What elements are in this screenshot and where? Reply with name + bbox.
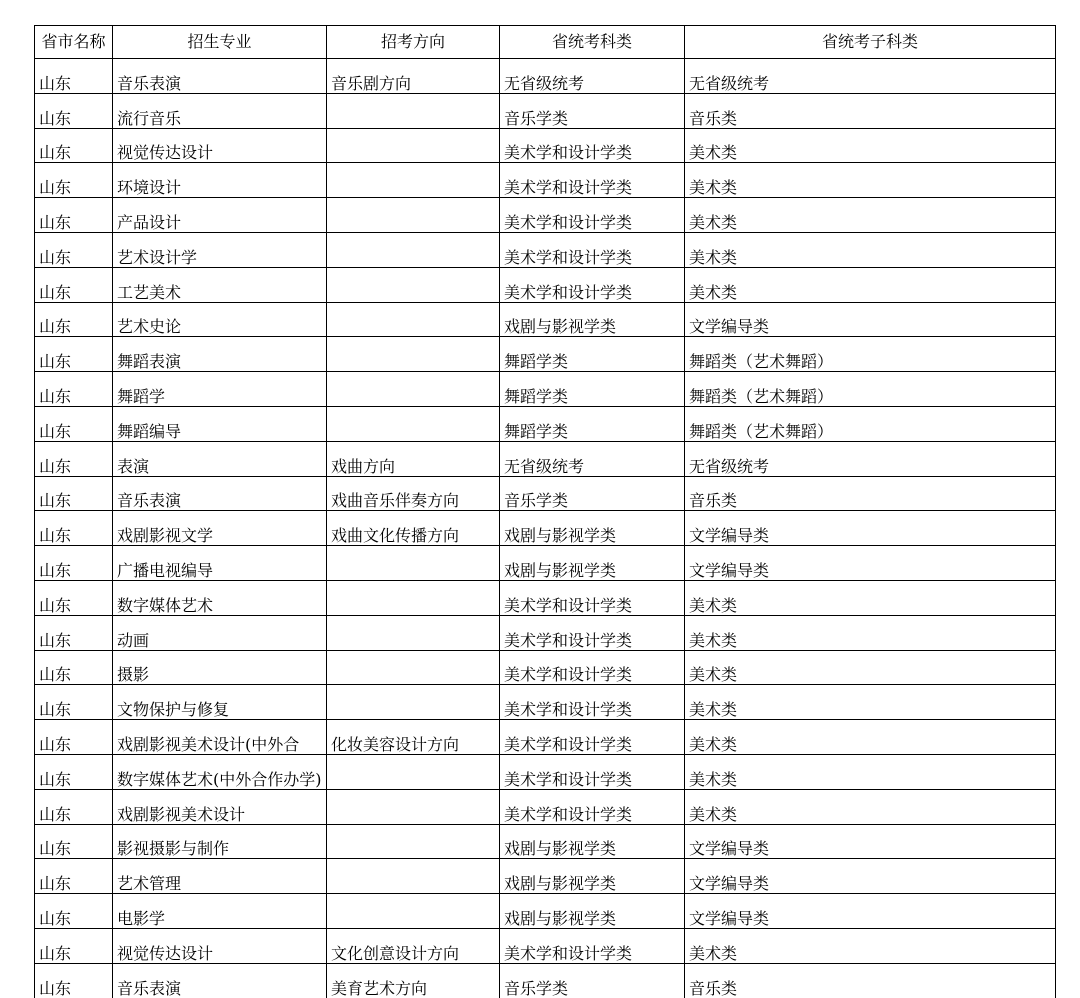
cell-province: 山东 bbox=[35, 441, 113, 476]
cell-exam-category: 美术学和设计学类 bbox=[500, 754, 685, 789]
cell-exam-subcategory: 美术类 bbox=[685, 580, 1056, 615]
table-row bbox=[35, 441, 1056, 476]
cell-direction: 美育艺术方向 bbox=[327, 963, 500, 997]
cell-province: 山东 bbox=[35, 720, 113, 755]
cell-exam-category: 舞蹈学类 bbox=[500, 337, 685, 372]
cell-province: 山东 bbox=[35, 302, 113, 337]
cell-exam-subcategory: 美术类 bbox=[685, 685, 1056, 720]
cell-exam-category: 音乐学类 bbox=[500, 963, 685, 997]
cell-province: 山东 bbox=[35, 754, 113, 789]
table-row bbox=[35, 894, 1056, 929]
cell-province: 山东 bbox=[35, 476, 113, 511]
table-row bbox=[35, 267, 1056, 302]
cell-exam-subcategory: 美术类 bbox=[685, 928, 1056, 963]
cell-direction bbox=[327, 93, 500, 128]
cell-direction: 戏曲文化传播方向 bbox=[327, 511, 500, 546]
cell-exam-subcategory: 无省级统考 bbox=[685, 59, 1056, 94]
table-row bbox=[35, 859, 1056, 894]
table-row bbox=[35, 650, 1056, 685]
cell-province: 山东 bbox=[35, 650, 113, 685]
cell-major: 表演 bbox=[113, 441, 327, 476]
cell-exam-category: 戏剧与影视学类 bbox=[500, 859, 685, 894]
cell-exam-category: 无省级统考 bbox=[500, 59, 685, 94]
cell-direction bbox=[327, 406, 500, 441]
cell-major: 工艺美术 bbox=[113, 267, 327, 302]
table-row bbox=[35, 406, 1056, 441]
cell-exam-category: 戏剧与影视学类 bbox=[500, 894, 685, 929]
table-row bbox=[35, 580, 1056, 615]
cell-exam-subcategory: 美术类 bbox=[685, 128, 1056, 163]
cell-exam-subcategory: 美术类 bbox=[685, 754, 1056, 789]
cell-province: 山东 bbox=[35, 59, 113, 94]
cell-major: 音乐表演 bbox=[113, 476, 327, 511]
cell-major: 视觉传达设计 bbox=[113, 928, 327, 963]
cell-direction bbox=[327, 163, 500, 198]
cell-exam-subcategory: 美术类 bbox=[685, 198, 1056, 233]
cell-exam-subcategory: 舞蹈类（艺术舞蹈） bbox=[685, 337, 1056, 372]
cell-direction: 文化创意设计方向 bbox=[327, 928, 500, 963]
cell-major: 戏剧影视美术设计(中外合 bbox=[113, 720, 327, 755]
cell-exam-category: 美术学和设计学类 bbox=[500, 928, 685, 963]
cell-exam-category: 美术学和设计学类 bbox=[500, 615, 685, 650]
cell-province: 山东 bbox=[35, 198, 113, 233]
cell-major: 音乐表演 bbox=[113, 59, 327, 94]
cell-direction bbox=[327, 789, 500, 824]
cell-major: 文物保护与修复 bbox=[113, 685, 327, 720]
table-row bbox=[35, 685, 1056, 720]
cell-province: 山东 bbox=[35, 859, 113, 894]
table-body bbox=[35, 59, 1056, 998]
cell-major: 戏剧影视美术设计 bbox=[113, 789, 327, 824]
cell-major: 艺术史论 bbox=[113, 302, 327, 337]
cell-major: 音乐表演 bbox=[113, 963, 327, 997]
cell-province: 山东 bbox=[35, 685, 113, 720]
cell-exam-subcategory: 舞蹈类（艺术舞蹈） bbox=[685, 372, 1056, 407]
table-row bbox=[35, 615, 1056, 650]
cell-province: 山东 bbox=[35, 128, 113, 163]
cell-direction bbox=[327, 754, 500, 789]
cell-major: 电影学 bbox=[113, 894, 327, 929]
table-row bbox=[35, 789, 1056, 824]
table-row bbox=[35, 720, 1056, 755]
cell-exam-category: 美术学和设计学类 bbox=[500, 789, 685, 824]
cell-major: 环境设计 bbox=[113, 163, 327, 198]
cell-exam-category: 音乐学类 bbox=[500, 476, 685, 511]
cell-exam-category: 戏剧与影视学类 bbox=[500, 824, 685, 859]
cell-province: 山东 bbox=[35, 511, 113, 546]
cell-exam-subcategory: 美术类 bbox=[685, 232, 1056, 267]
cell-exam-category: 美术学和设计学类 bbox=[500, 128, 685, 163]
cell-direction bbox=[327, 267, 500, 302]
cell-exam-subcategory: 美术类 bbox=[685, 615, 1056, 650]
table-row bbox=[35, 93, 1056, 128]
table-header bbox=[35, 26, 1056, 59]
cell-direction bbox=[327, 337, 500, 372]
cell-exam-category: 音乐学类 bbox=[500, 93, 685, 128]
cell-major: 流行音乐 bbox=[113, 93, 327, 128]
cell-province: 山东 bbox=[35, 267, 113, 302]
cell-exam-subcategory: 文学编导类 bbox=[685, 302, 1056, 337]
table-row bbox=[35, 754, 1056, 789]
cell-exam-subcategory: 文学编导类 bbox=[685, 824, 1056, 859]
cell-direction: 戏曲方向 bbox=[327, 441, 500, 476]
table-row bbox=[35, 337, 1056, 372]
cell-major: 广播电视编导 bbox=[113, 546, 327, 581]
table-row bbox=[35, 546, 1056, 581]
cell-exam-category: 美术学和设计学类 bbox=[500, 650, 685, 685]
cell-exam-category: 美术学和设计学类 bbox=[500, 580, 685, 615]
cell-direction bbox=[327, 128, 500, 163]
cell-exam-subcategory: 美术类 bbox=[685, 720, 1056, 755]
cell-direction bbox=[327, 824, 500, 859]
header-exam-category: 省统考科类 bbox=[500, 26, 685, 59]
cell-direction bbox=[327, 859, 500, 894]
cell-exam-category: 舞蹈学类 bbox=[500, 406, 685, 441]
cell-direction bbox=[327, 372, 500, 407]
cell-exam-subcategory: 美术类 bbox=[685, 789, 1056, 824]
cell-exam-category: 美术学和设计学类 bbox=[500, 198, 685, 233]
cell-direction bbox=[327, 302, 500, 337]
cell-exam-subcategory: 舞蹈类（艺术舞蹈） bbox=[685, 406, 1056, 441]
cell-direction: 化妆美容设计方向 bbox=[327, 720, 500, 755]
cell-major: 舞蹈学 bbox=[113, 372, 327, 407]
header-row bbox=[35, 26, 1056, 59]
cell-direction bbox=[327, 580, 500, 615]
admissions-table bbox=[34, 25, 1056, 998]
cell-direction bbox=[327, 650, 500, 685]
cell-major: 舞蹈编导 bbox=[113, 406, 327, 441]
cell-direction bbox=[327, 685, 500, 720]
cell-exam-category: 舞蹈学类 bbox=[500, 372, 685, 407]
cell-exam-subcategory: 美术类 bbox=[685, 650, 1056, 685]
cell-province: 山东 bbox=[35, 406, 113, 441]
cell-exam-category: 戏剧与影视学类 bbox=[500, 302, 685, 337]
cell-major: 舞蹈表演 bbox=[113, 337, 327, 372]
table-row bbox=[35, 59, 1056, 94]
table-row bbox=[35, 128, 1056, 163]
cell-province: 山东 bbox=[35, 894, 113, 929]
cell-direction bbox=[327, 198, 500, 233]
table-row bbox=[35, 302, 1056, 337]
cell-exam-category: 美术学和设计学类 bbox=[500, 720, 685, 755]
cell-province: 山东 bbox=[35, 372, 113, 407]
cell-exam-category: 戏剧与影视学类 bbox=[500, 511, 685, 546]
cell-direction bbox=[327, 546, 500, 581]
header-direction: 招考方向 bbox=[327, 26, 500, 59]
table-row bbox=[35, 198, 1056, 233]
cell-province: 山东 bbox=[35, 824, 113, 859]
table-row bbox=[35, 511, 1056, 546]
cell-exam-subcategory: 美术类 bbox=[685, 163, 1056, 198]
cell-province: 山东 bbox=[35, 232, 113, 267]
cell-exam-category: 美术学和设计学类 bbox=[500, 267, 685, 302]
cell-exam-category: 无省级统考 bbox=[500, 441, 685, 476]
cell-major: 艺术管理 bbox=[113, 859, 327, 894]
cell-exam-category: 戏剧与影视学类 bbox=[500, 546, 685, 581]
header-province: 省市名称 bbox=[35, 26, 113, 59]
cell-major: 戏剧影视文学 bbox=[113, 511, 327, 546]
table-row bbox=[35, 372, 1056, 407]
table-row bbox=[35, 824, 1056, 859]
cell-exam-category: 美术学和设计学类 bbox=[500, 232, 685, 267]
cell-exam-subcategory: 文学编导类 bbox=[685, 859, 1056, 894]
cell-major: 动画 bbox=[113, 615, 327, 650]
header-exam-subcategory: 省统考子科类 bbox=[685, 26, 1056, 59]
cell-province: 山东 bbox=[35, 580, 113, 615]
cell-direction bbox=[327, 894, 500, 929]
cell-province: 山东 bbox=[35, 163, 113, 198]
cell-exam-subcategory: 无省级统考 bbox=[685, 441, 1056, 476]
cell-province: 山东 bbox=[35, 546, 113, 581]
cell-major: 产品设计 bbox=[113, 198, 327, 233]
cell-province: 山东 bbox=[35, 615, 113, 650]
cell-major: 数字媒体艺术(中外合作办学) bbox=[113, 754, 327, 789]
cell-major: 数字媒体艺术 bbox=[113, 580, 327, 615]
cell-major: 艺术设计学 bbox=[113, 232, 327, 267]
cell-exam-subcategory: 音乐类 bbox=[685, 93, 1056, 128]
header-major: 招生专业 bbox=[113, 26, 327, 59]
cell-exam-category: 美术学和设计学类 bbox=[500, 163, 685, 198]
table-row bbox=[35, 476, 1056, 511]
cell-major: 影视摄影与制作 bbox=[113, 824, 327, 859]
cell-province: 山东 bbox=[35, 789, 113, 824]
table-row bbox=[35, 928, 1056, 963]
spreadsheet-table-region bbox=[34, 25, 1055, 998]
cell-exam-subcategory: 文学编导类 bbox=[685, 894, 1056, 929]
table-row bbox=[35, 963, 1056, 997]
cell-exam-category: 美术学和设计学类 bbox=[500, 685, 685, 720]
cell-province: 山东 bbox=[35, 928, 113, 963]
cell-exam-subcategory: 美术类 bbox=[685, 267, 1056, 302]
cell-province: 山东 bbox=[35, 337, 113, 372]
table-row bbox=[35, 163, 1056, 198]
cell-province: 山东 bbox=[35, 963, 113, 997]
cell-major: 摄影 bbox=[113, 650, 327, 685]
cell-exam-subcategory: 音乐类 bbox=[685, 476, 1056, 511]
cell-exam-subcategory: 音乐类 bbox=[685, 963, 1056, 997]
cell-major: 视觉传达设计 bbox=[113, 128, 327, 163]
cell-province: 山东 bbox=[35, 93, 113, 128]
cell-direction bbox=[327, 232, 500, 267]
cell-direction: 音乐剧方向 bbox=[327, 59, 500, 94]
cell-direction bbox=[327, 615, 500, 650]
cell-direction: 戏曲音乐伴奏方向 bbox=[327, 476, 500, 511]
cell-exam-subcategory: 文学编导类 bbox=[685, 511, 1056, 546]
table-row bbox=[35, 232, 1056, 267]
cell-exam-subcategory: 文学编导类 bbox=[685, 546, 1056, 581]
